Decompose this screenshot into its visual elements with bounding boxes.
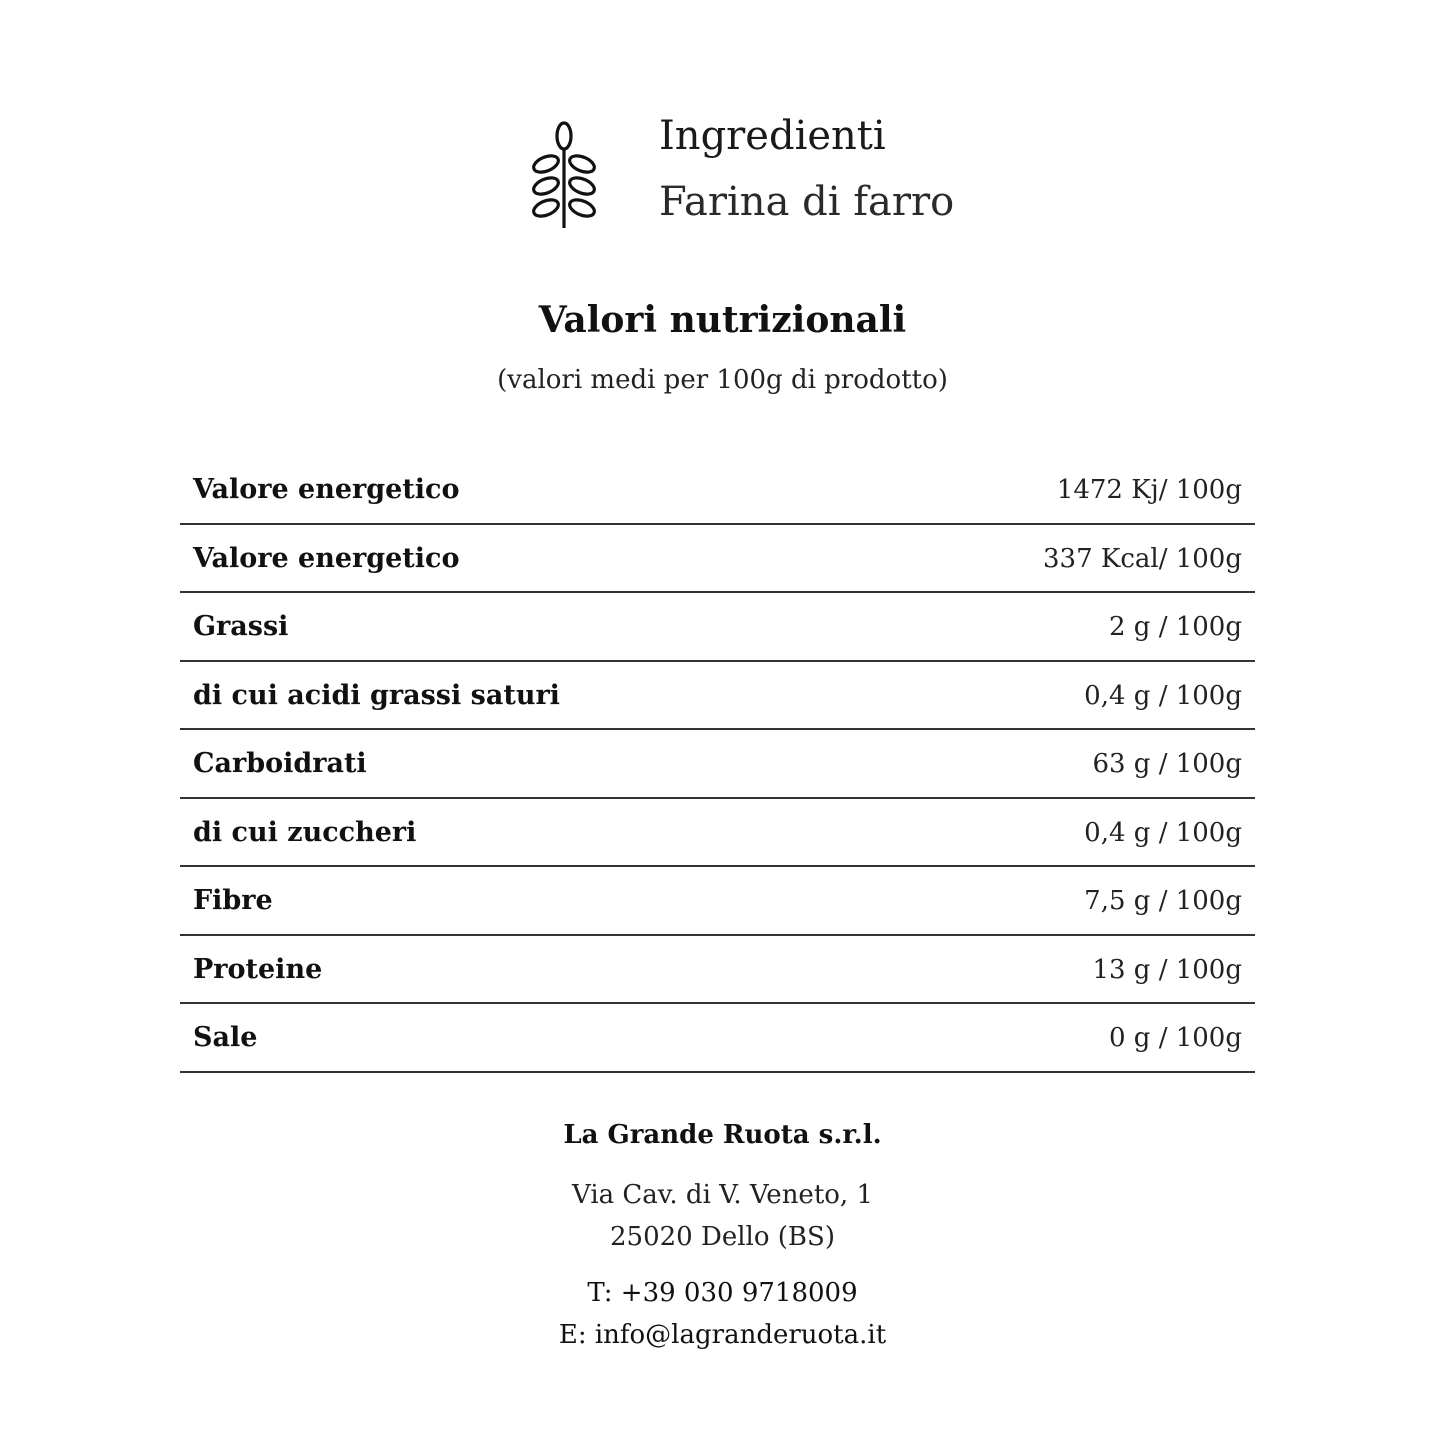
- table-row: [180, 936, 1255, 1005]
- nutrient-value: 0,4 g / 100g: [1084, 680, 1242, 711]
- nutrient-value: 2 g / 100g: [1108, 612, 1242, 642]
- table-row: [180, 799, 1255, 868]
- nutrient-value: 63 g / 100g: [1092, 749, 1242, 779]
- nutrient-label: Fibre: [193, 885, 273, 916]
- nutrient-label: Proteine: [193, 953, 323, 985]
- nutrient-value: 7,5 g / 100g: [1084, 886, 1242, 916]
- nutrition-table: [180, 456, 1255, 1073]
- nutrient-value: 337 Kcal/ 100g: [1043, 543, 1242, 574]
- nutrition-title: Valori nutrizionali: [538, 299, 907, 341]
- address-line-city: 25020 Dello (BS): [610, 1222, 835, 1252]
- phone-number: T: +39 030 9718009: [587, 1278, 858, 1308]
- email-address: E: info@lagranderuota.it: [558, 1320, 887, 1350]
- company-name: La Grande Ruota s.r.l.: [563, 1120, 882, 1150]
- nutrient-value: 13 g / 100g: [1092, 954, 1242, 985]
- nutrient-label: di cui zuccheri: [193, 816, 417, 848]
- table-row: [180, 730, 1255, 799]
- table-row: [180, 525, 1255, 594]
- nutrition-subtitle: (valori medi per 100g di prodotto): [497, 365, 948, 395]
- ingredients-value: Farina di farro: [659, 179, 955, 225]
- company-address: [0, 1174, 1445, 1258]
- address-line-street: Via Cav. di V. Veneto, 1: [572, 1180, 873, 1210]
- nutrient-value: 0 g / 100g: [1108, 1023, 1242, 1053]
- company-contacts: [0, 1272, 1445, 1356]
- table-row: [180, 593, 1255, 662]
- table-row: [180, 662, 1255, 731]
- nutrient-label: Carboidrati: [193, 748, 367, 779]
- table-row: [180, 1004, 1255, 1073]
- wheat-icon: [526, 120, 604, 232]
- nutrient-label: Sale: [193, 1022, 258, 1053]
- nutrient-value: 1472 Kj/ 100g: [1056, 475, 1242, 505]
- ingredients-title: Ingredienti: [659, 113, 886, 159]
- nutrient-value: 0,4 g / 100g: [1084, 817, 1242, 848]
- nutrient-label: Valore energetico: [193, 542, 460, 574]
- nutrient-label: Valore energetico: [193, 474, 460, 505]
- nutrient-label: Grassi: [193, 611, 289, 642]
- table-row: [180, 867, 1255, 936]
- nutrient-label: di cui acidi grassi saturi: [193, 679, 560, 711]
- ingredients-section: [522, 110, 982, 240]
- table-row: [180, 456, 1255, 525]
